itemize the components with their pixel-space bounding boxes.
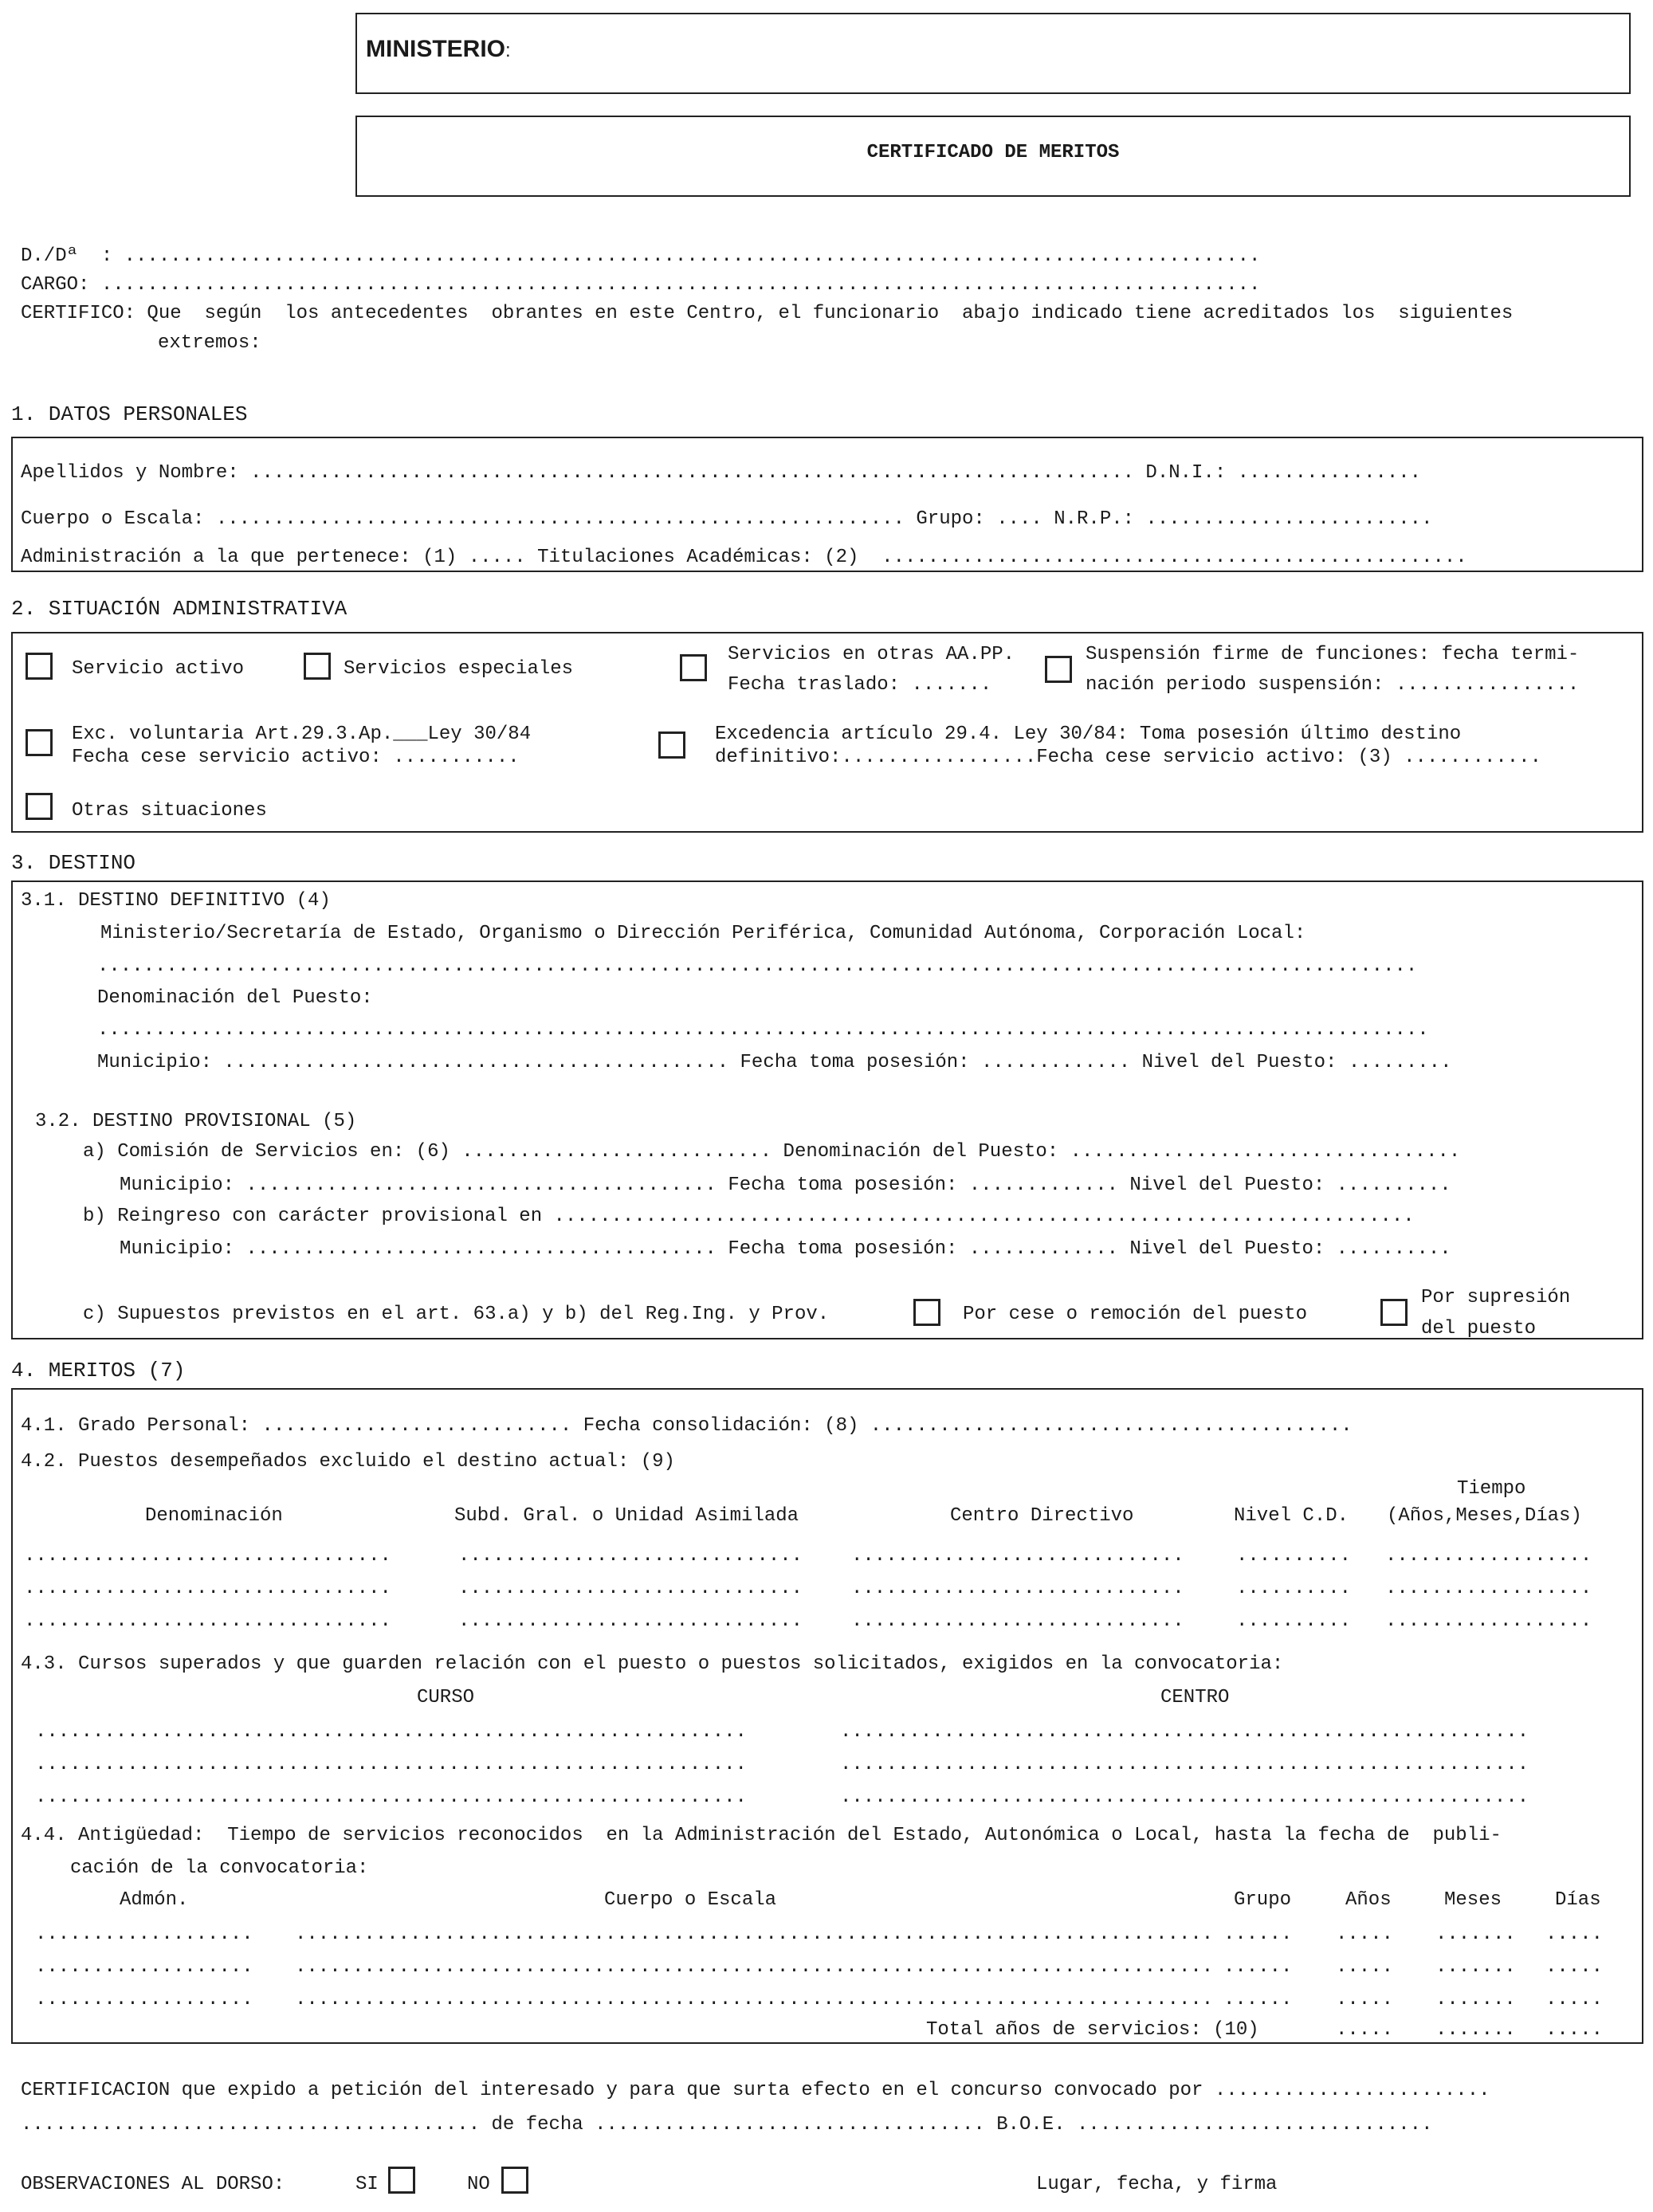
table-cell: ............................. [851, 1578, 1184, 1599]
table-cell: ..... [1545, 1924, 1604, 1945]
table-cell: ...... [1223, 1956, 1293, 1978]
comision-servicios-line: a) Comisión de Servicios en: (6) ........................... Denominación del Puesto: .................................. [83, 1141, 1461, 1163]
reingreso-line: b) Reingreso con carácter provisional en ........................................................................... [83, 1206, 1415, 1227]
table-cell: .......... [1236, 1578, 1352, 1599]
table-cell: ................................................................................ [295, 1924, 1214, 1945]
no-label: NO [467, 2174, 490, 2195]
otras-aapp-label-2: Fecha traslado: ....... [728, 674, 992, 696]
destino-definitivo-title: 3.1. DESTINO DEFINITIVO (4) [21, 890, 331, 912]
servicios-especiales-checkbox[interactable] [304, 653, 331, 680]
otras-aapp-checkbox[interactable] [680, 654, 707, 681]
table-cell: .............................................................. [35, 1786, 747, 1808]
header-dias: Días [1555, 1889, 1601, 1911]
header-curso: CURSO [417, 1687, 475, 1708]
municipio-line: Municipio: ......................................... Fecha toma posesión: ............. Nivel del Puesto: .......... [120, 1238, 1451, 1260]
ministerio-secretaria-line: Ministerio/Secretaría de Estado, Organismo o Dirección Periférica, Comunidad Autónoma, Corporación Local: [100, 923, 1306, 944]
antiguedad-title-2: cación de la convocatoria: [70, 1857, 369, 1879]
otras-situaciones-label: Otras situaciones [72, 800, 267, 822]
table-cell: .................. [1385, 1545, 1592, 1567]
table-cell: ....... [1435, 1956, 1516, 1978]
header-admon: Admón. [120, 1889, 189, 1911]
si-checkbox[interactable] [388, 2167, 415, 2194]
table-cell: ..... [1336, 2019, 1394, 2041]
table-cell: ............................................................ [840, 1754, 1529, 1775]
administracion-line: Administración a la que pertenece: (1) ..... Titulaciones Académicas: (2) ................................................... [21, 547, 1467, 568]
header-centro-directivo: Centro Directivo [950, 1505, 1134, 1527]
header-anos: Años [1345, 1889, 1392, 1911]
cuerpo-line: Cuerpo o Escala: ............................................................ Grupo: .... N.R.P.: ......................... [21, 508, 1433, 530]
dots-line: .................................................................................................................... [97, 1019, 1429, 1041]
table-cell: ..... [1336, 1924, 1394, 1945]
supresion-checkbox[interactable] [1380, 1299, 1408, 1326]
lugar-fecha-firma: Lugar, fecha, y firma [1036, 2174, 1278, 2195]
table-cell: ................... [35, 1989, 253, 2010]
denominacion-puesto-label: Denominación del Puesto: [97, 987, 373, 1009]
section-4-title: 4. MERITOS (7) [11, 1359, 186, 1382]
exc-voluntaria-label-1: Exc. voluntaria Art.29.3.Ap.___Ley 30/84 [72, 724, 532, 745]
exc-voluntaria-checkbox[interactable] [26, 729, 53, 756]
servicio-activo-checkbox[interactable] [26, 653, 53, 680]
exc-voluntaria-label-2: Fecha cese servicio activo: ........... [72, 747, 520, 768]
table-cell: ................................ [24, 1578, 391, 1599]
cursos-title: 4.3. Cursos superados y que guarden relación con el puesto o puestos solicitados, exigidos en la convocatoria: [21, 1653, 1284, 1675]
header-centro: CENTRO [1160, 1687, 1230, 1708]
table-cell: ...... [1223, 1924, 1293, 1945]
destino-provisional-title: 3.2. DESTINO PROVISIONAL (5) [35, 1111, 357, 1132]
no-checkbox[interactable] [501, 2167, 528, 2194]
grado-personal-line: 4.1. Grado Personal: ........................... Fecha consolidación: (8) .......................................... [21, 1415, 1353, 1437]
table-cell: .............................................................. [35, 1754, 747, 1775]
ministerio-box [355, 13, 1631, 94]
otras-situaciones-checkbox[interactable] [26, 793, 53, 820]
table-cell: .................. [1385, 1578, 1592, 1599]
antiguedad-title: 4.4. Antigüedad: Tiempo de servicios reconocidos en la Administración del Estado, Autonómica o Local, hasta la fecha de publi- [21, 1825, 1502, 1846]
dd-line: D./Dª : ................................................................................................... [21, 245, 1261, 267]
certifico-line-2: extremos: [158, 332, 261, 354]
table-cell: ....... [1435, 2019, 1516, 2041]
table-cell: .............................. [458, 1545, 803, 1567]
certificacion-line: CERTIFICACION que expido a petición del interesado y para que surta efecto en el concurso convocado por ........................ [21, 2080, 1490, 2101]
section-2-title: 2. SITUACIÓN ADMINISTRATIVA [11, 597, 347, 621]
table-cell: ................................ [24, 1545, 391, 1567]
table-cell: .............................................................. [35, 1721, 747, 1743]
table-cell: ..... [1336, 1956, 1394, 1978]
header-tiempo: Tiempo [1457, 1478, 1526, 1500]
header-nivel-cd: Nivel C.D. [1234, 1505, 1349, 1527]
header-grupo: Grupo [1234, 1889, 1292, 1911]
header-subd-gral: Subd. Gral. o Unidad Asimilada [454, 1505, 799, 1527]
total-servicios-label: Total años de servicios: (10) [926, 2019, 1259, 2041]
cargo-line: CARGO: ..................................................................................................... [21, 274, 1261, 296]
supresion-label-2: del puesto [1421, 1318, 1537, 1339]
header-meses: Meses [1444, 1889, 1502, 1911]
table-cell: .............................. [458, 1610, 803, 1632]
table-cell: ....... [1435, 1989, 1516, 2010]
section-1-title: 1. DATOS PERSONALES [11, 402, 248, 426]
supresion-label-1: Por supresión [1421, 1287, 1571, 1308]
suspension-label-1: Suspensión firme de funciones: fecha termi- [1086, 644, 1580, 665]
fecha-boe-line: ........................................ de fecha .................................. B.O.E. ............................... [21, 2114, 1433, 2136]
table-cell: ..... [1545, 1956, 1604, 1978]
dots-line: ................................................................................................................... [97, 955, 1418, 977]
table-cell: .............................. [458, 1578, 803, 1599]
certifico-line: CERTIFICO: Que según los antecedentes obrantes en este Centro, el funcionario abajo indicado tiene acreditados los siguientes [21, 303, 1514, 324]
supuestos-line: c) Supuestos previstos en el art. 63.a) y b) del Reg.Ing. y Prov. [83, 1304, 830, 1325]
table-cell: .......... [1236, 1545, 1352, 1567]
si-label: SI [355, 2174, 379, 2195]
table-cell: ............................. [851, 1610, 1184, 1632]
servicios-especiales-label: Servicios especiales [344, 658, 574, 680]
table-cell: ....... [1435, 1924, 1516, 1945]
table-cell: ............................................................ [840, 1786, 1529, 1808]
page-title: CERTIFICADO DE MERITOS [866, 142, 1120, 163]
table-cell: .................. [1385, 1610, 1592, 1632]
header-tiempo-units: (Años,Meses,Días) [1387, 1505, 1582, 1527]
servicio-activo-label: Servicio activo [72, 658, 245, 680]
apellidos-line: Apellidos y Nombre: ............................................................................. D.N.I.: ................ [21, 462, 1422, 484]
table-cell: ................... [35, 1924, 253, 1945]
table-cell: ..... [1545, 1989, 1604, 2010]
table-cell: ................................................................................ [295, 1956, 1214, 1978]
section-3-title: 3. DESTINO [11, 851, 136, 875]
cese-remocion-label: Por cese o remoción del puesto [963, 1304, 1308, 1325]
municipio-line: Municipio: ......................................... Fecha toma posesión: ............. Nivel del Puesto: .......... [120, 1175, 1451, 1196]
excedencia-label-1: Excedencia artículo 29.4. Ley 30/84: Toma posesión último destino [715, 724, 1462, 745]
header-denominacion: Denominación [145, 1505, 283, 1527]
table-cell: ............................................................ [840, 1721, 1529, 1743]
header-cuerpo-escala: Cuerpo o Escala [604, 1889, 777, 1911]
suspension-label-2: nación periodo suspensión: ................ [1086, 674, 1580, 696]
ministerio-label: MINISTERIO: [366, 36, 511, 62]
puestos-desempenados-title: 4.2. Puestos desempeñados excluido el destino actual: (9) [21, 1451, 675, 1473]
municipio-line: Municipio: ............................................ Fecha toma posesión: ............. Nivel del Puesto: ......... [97, 1052, 1452, 1073]
cese-remocion-checkbox[interactable] [913, 1299, 940, 1326]
table-cell: .......... [1236, 1610, 1352, 1632]
excedencia-checkbox[interactable] [658, 731, 685, 759]
suspension-checkbox[interactable] [1045, 656, 1072, 683]
table-cell: ................... [35, 1956, 253, 1978]
table-cell: ..... [1336, 1989, 1394, 2010]
observaciones-label: OBSERVACIONES AL DORSO: [21, 2174, 285, 2195]
excedencia-label-2: definitivo:.................Fecha cese servicio activo: (3) ............ [715, 747, 1541, 768]
table-cell: ................................ [24, 1610, 391, 1632]
table-cell: ................................................................................ [295, 1989, 1214, 2010]
table-cell: ..... [1545, 2019, 1604, 2041]
table-cell: ............................. [851, 1545, 1184, 1567]
table-cell: ...... [1223, 1989, 1293, 2010]
otras-aapp-label-1: Servicios en otras AA.PP. [728, 644, 1015, 665]
